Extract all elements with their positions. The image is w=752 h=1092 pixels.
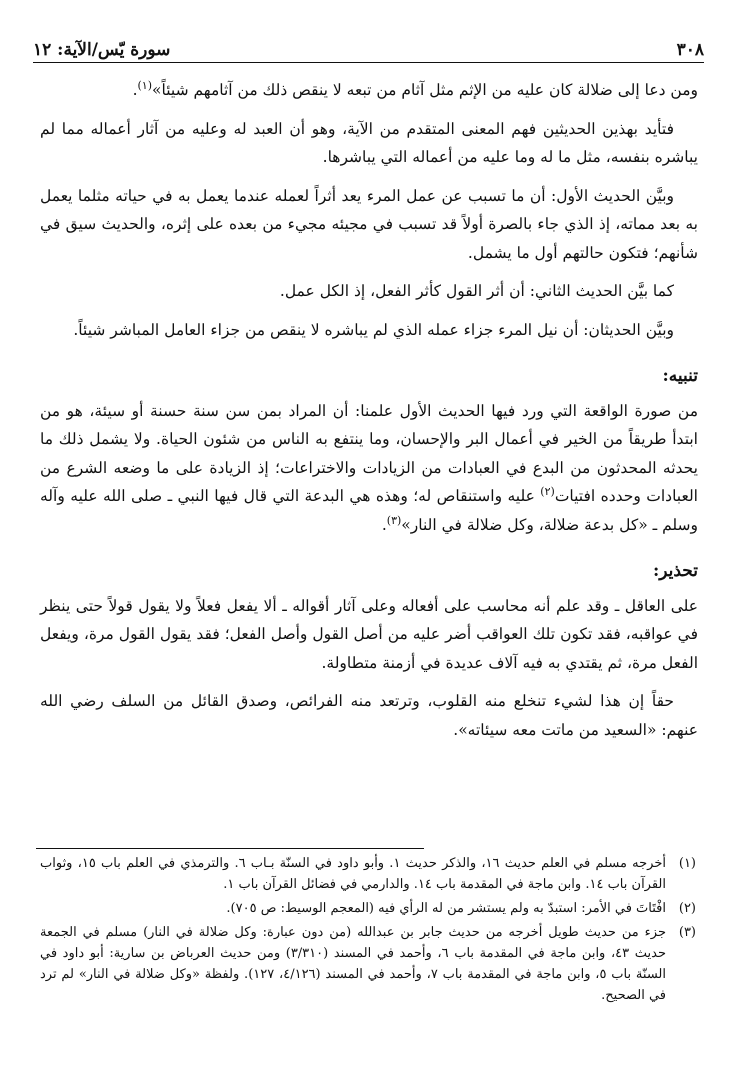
footnote-text: جزء من حديث طويل أخرجه من حديث جابر بن عبدالله (من دون عبارة: وكل ضلالة في النار) مسلم في الجمعة حديث ٤٣، وابن ماجة في المقدمة باب ٦، وأحمد في المسند (٣/٣١٠) ومن حديث العرباض بن سارية: أبو داود في السنّة باب ٥، وابن ماجة في المقدمة باب ٧، وأحمد في المسند (٤/١٢٦، ١٢٧). ولفظة «وكل ضلالة في النار» لم ترد في الصحيح. bbox=[40, 925, 666, 1003]
surah-reference: سورة يّس/الآية: ١٢ bbox=[33, 40, 171, 60]
paragraph-3: وبيَّن الحديث الأول: أن ما تسبب عن عمل المرء يعد أثراً لعمله عندما يعمل به في حياته مثلما يعمل به بعد مماته، إذ الذي جاء بالصرة أولاً قد تسبب في مجيئه مجيء من بعده على إثره، والحديث سيق في شأنهم؛ فتكون حالتهم أول ما يشمل. bbox=[40, 186, 698, 262]
footnote-ref-3: (٣) bbox=[386, 513, 402, 527]
footnote-2 bbox=[40, 898, 696, 919]
paragraph-8: حقاً إن هذا لشيء تنخلع منه القلوب، وترتعد منه الفرائص، وصدق القائل من السلف رضي الله عنهم: «السعيد من ماتت معه سيئاته». bbox=[40, 692, 698, 739]
footnotes bbox=[40, 853, 696, 1009]
footnote-number: (٣) bbox=[678, 925, 696, 940]
footnote-text: افْتَاتَ في الأمر: استبدّ به ولم يستشر من له الرأي فيه (المعجم الوسيط: ص ٧٠٥). bbox=[226, 901, 666, 916]
footnote-number: (٢) bbox=[678, 901, 696, 916]
paragraph-7: على العاقل ـ وقد علم أنه محاسب على أفعاله وعلى آثار أقواله ـ ألا يفعل فعلاً ولا يقول قولاً حتى ينظر في عواقبه، فقد تكون تلك العواقب أضر عليه من أصل القول وأصل الفعل؛ فقد يقول القول مرة، ويفعل الفعل مرة، ثم يقتدي به فيه آلاف عديدة في أزمنة متطاولة. bbox=[40, 596, 698, 672]
main-text bbox=[40, 76, 698, 754]
footnote-number: (١) bbox=[678, 856, 696, 871]
footnote-ref-1: (١) bbox=[137, 78, 153, 92]
footnote-ref-2: (٢) bbox=[540, 484, 555, 498]
paragraph-1: ومن دعا إلى ضلالة كان عليه من الإثم مثل آثام من تبعه لا ينقص ذلك من آثامهم شيئاً»$^{(١)}$. bbox=[132, 78, 698, 99]
paragraph-6: من صورة الواقعة التي ورد فيها الحديث الأول علمنا: أن المراد بمن سن سنة حسنة أو سيئة، هو من ابتدأ طريقاً من الخير في أعمال البر والإحسان، وما ينتفع به الناس من شئون الحياة. ولا يشمل ذلك ما يحدثه المحدثون من البدع في العبادات من الزيادات والاختراعات؛ إذ الزيادة على ما وضعه الشرع من العبادات وحدده افتيات$^{(٢)}$ عليه واستنقاص له؛ وهذه هي البدعة التي قال فيها النبي ـ صلى الله عليه وآله وسلم ـ «كل بدعة ضلالة، وكل ضلالة في النار»$^{(٣)}$. bbox=[40, 401, 698, 534]
page-number: ٣٠٨ bbox=[676, 40, 704, 60]
running-head bbox=[33, 30, 704, 60]
footnote-1 bbox=[40, 853, 696, 895]
heading-tanbih: تنبيه: bbox=[662, 366, 698, 386]
header-rule bbox=[33, 62, 704, 63]
paragraph-2: فتأيد بهذين الحديثين فهم المعنى المتقدم من الآية، وهو أن العبد له وعليه من آثار أعماله مما لم يباشره بنفسه، مثل ما له وما عليه من أعماله التي يباشرها. bbox=[40, 119, 698, 166]
heading-tahdhir: تحذير: bbox=[652, 561, 698, 581]
paragraph-4: كما بيَّن الحديث الثاني: أن أثر القول كأثر الفعل، إذ الكل عمل. bbox=[279, 282, 674, 300]
footnote-text: أخرجه مسلم في العلم حديث ١٦، والذكر حديث ١. وأبو داود في السنّة بـاب ٦. والترمذي في العلم باب ١٥، وثواب القرآن باب ١٤. وابن ماجة في المقدمة باب ١٤. والدارمي في فضائل القرآن باب ١. bbox=[40, 856, 666, 892]
paragraph-5: وبيَّن الحديثان: أن نيل المرء جزاء عمله الذي لم يباشره لا ينقص من جزاء العامل المباشر شيئاً. bbox=[73, 320, 674, 339]
footnote-3 bbox=[40, 922, 696, 1006]
footnote-rule bbox=[36, 848, 424, 849]
